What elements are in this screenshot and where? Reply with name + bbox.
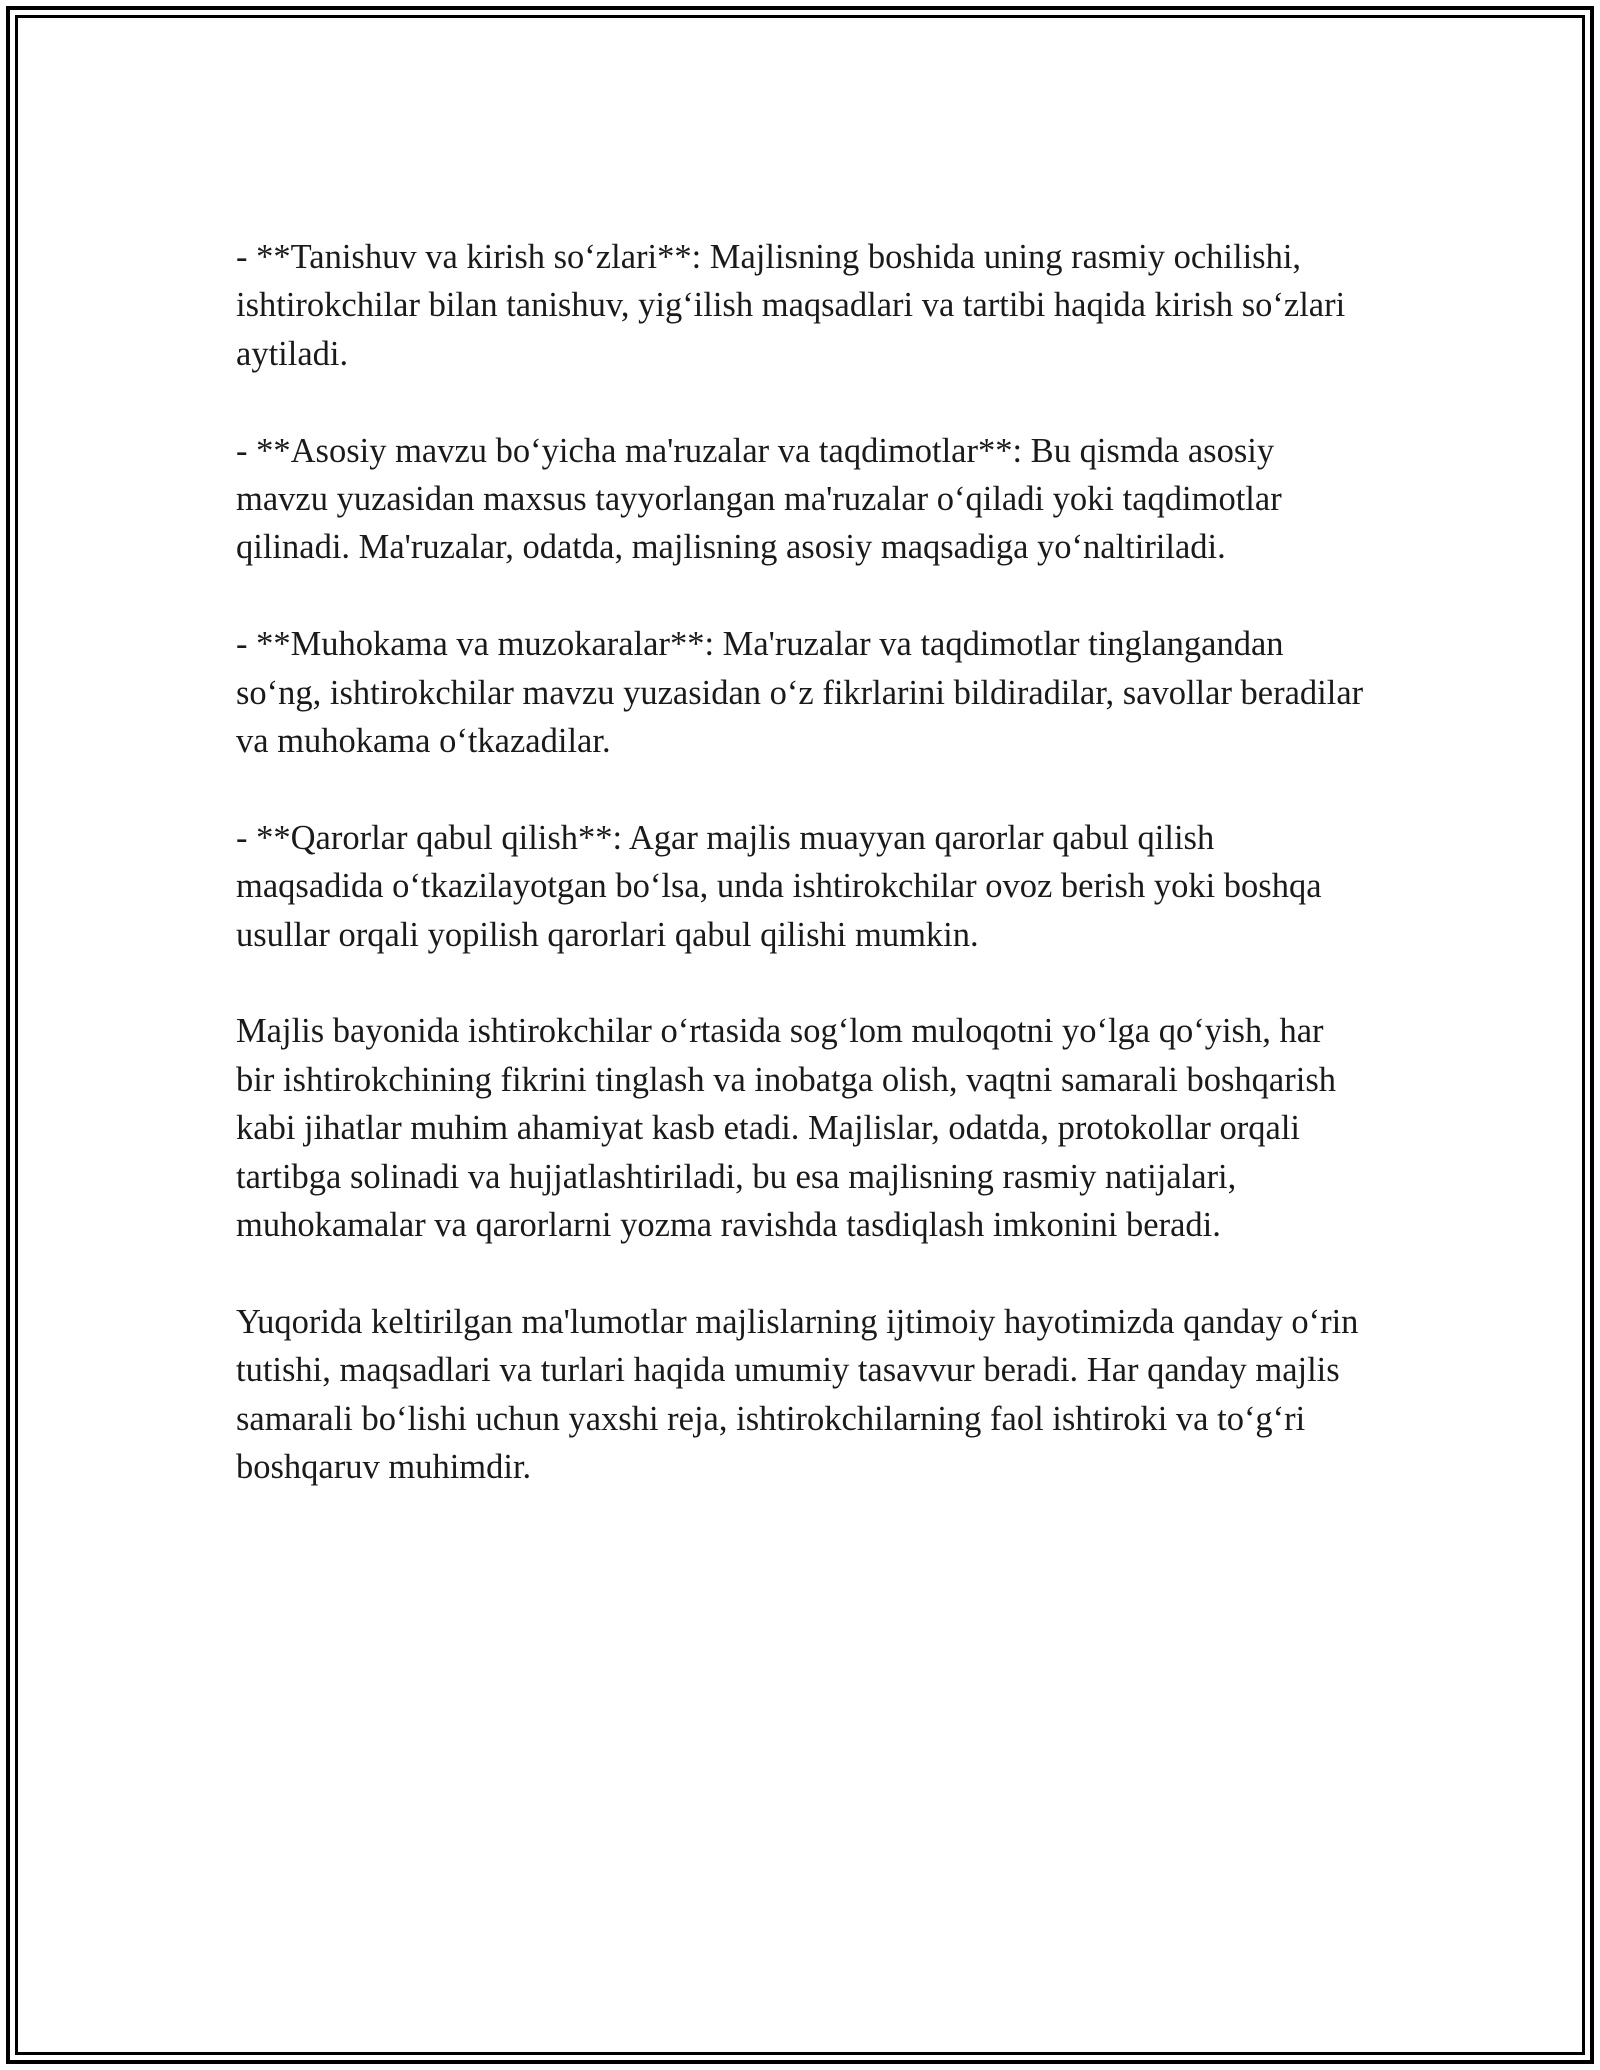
bullet-decision-making: - **Qarorlar qabul qilish**: Agar majlis muayyan qarorlar qabul qilish maqsadida o‘tkazilayotgan bo‘lsa, unda ishtirokchilar ovoz berish yoki boshqa usullar orqali yopilish qarorlari qabul qilishi mumkin.: [236, 818, 1322, 954]
paragraph-meeting-conduct: Majlis bayonida ishtirokchilar o‘rtasida sog‘lom muloqotni yo‘lga qo‘yish, har bir ishtirokchining fikrini tinglash va inobatga olish, vaqtni samarali boshqarish kabi jihatlar muhim ahamiyat kasb etadi. Majlislar, odatda, protokollar orqali tartibga solinadi va hujjatlashtiriladi, bu esa majlisning rasmiy natijalari, muhokamalar va qarorlarni yozma ravishda tasdiqlash imkonini beradi.: [236, 1012, 1336, 1245]
bullet-introduction: - **Tanishuv va kirish so‘zlari**: Majlisning boshida uning rasmiy ochilishi, ishtirokchilar bilan tanishuv, yig‘ilish maqsadlari va tartibi haqida kirish so‘zlari aytiladi.: [236, 238, 1346, 373]
bullet-main-topic-presentations: - **Asosiy mavzu bo‘yicha ma'ruzalar va taqdimotlar**: Bu qismda asosiy mavzu yuzasidan maxsus tayyorlangan ma'ruzalar o‘qiladi yoki taqdimotlar qilinadi. Ma'ruzalar, odatda, majlisning asosiy maqsadiga yo‘naltiriladi.: [236, 431, 1282, 567]
paragraph-conclusion: Yuqorida keltirilgan ma'lumotlar majlislarning ijtimoiy hayotimizda qanday o‘rin tutishi, maqsadlari va turlari haqida umumiy tasavvur beradi. Har qanday majlis samarali bo‘lishi uchun yaxshi reja, ishtirokchilarning faol ishtiroki va to‘g‘ri boshqaruv muhimdir.: [236, 1302, 1359, 1487]
bullet-discussion: - **Muhokama va muzokaralar**: Ma'ruzalar va taqdimotlar tinglangandan so‘ng, ishtirokchilar mavzu yuzasidan o‘z fikrlarini bildiradilar, savollar beradilar va muhokama o‘tkazadilar.: [236, 625, 1364, 761]
document-body: [236, 233, 1366, 1540]
